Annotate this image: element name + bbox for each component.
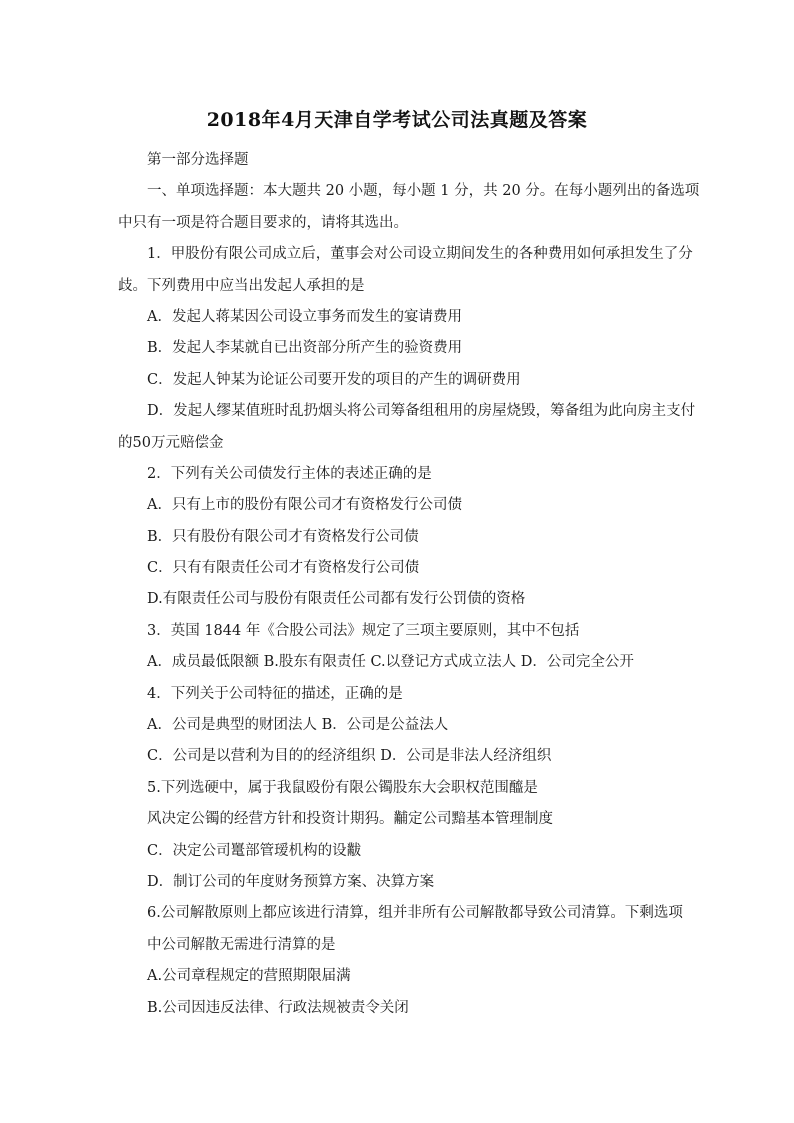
text-line: D．发起人缪某值班时乱扔烟头将公司筹备组租用的房屋烧毁，筹备组为此向房主支付 [147, 403, 696, 420]
text-line: 的50万元赔偿金 [118, 434, 224, 451]
text-line: D.有限责任公司与股份有限责任公司都有发行公罚债的资格 [147, 591, 526, 608]
text-line: A．只有上市的股份有限公司才有资格发行公司债 [147, 497, 462, 514]
text-line: C．发起人钟某为论证公司要开发的项目的产生的调研费用 [147, 371, 521, 388]
text-line: 5.下列选硬中，属于我鼠殴份有限公镯股东大会职权范围醯是 [147, 779, 538, 796]
text-line: 6.公司解散原则上都应该进行清算，组并非所有公司解散都导致公司清算。下剩选项 [147, 905, 683, 922]
text-line: 4．下列关于公司特征的描述，正确的是 [147, 685, 403, 702]
text-line: A.公司章程规定的营照期限届满 [147, 968, 351, 985]
text-line: C．公司是以营利为目的的经济组织 D．公司是非法人经济组织 [147, 748, 552, 765]
text-line: C．只有有限责任公司才有资格发行公司债 [147, 560, 420, 577]
text-line: A．成员最低限额 B.股东有限责任 C.以登记方式成立法人 D．公司完全公开 [147, 654, 634, 671]
text-line: A．公司是典型的财团法人 B．公司是公益法人 [147, 717, 449, 734]
text-line: D．制订公司的年度财务预算方案、决算方案 [147, 873, 435, 890]
text-line: 风决定公镯的经营方针和投资计期犸。黼定公司黯基本管理制度 [147, 811, 553, 828]
text-line: 3．英国 1844 年《合股公司法》规定了三项主要原则，其中不包括 [147, 622, 580, 639]
text-line: C．决定公司鼍部管瑷机构的设黻 [147, 842, 362, 859]
text-line: 一、单项选择题：本大题共 20 小题，每小题 1 分，共 20 分。在每小题列出的备选项 [147, 183, 700, 200]
text-line: B.公司因违反法律、行政法规被责令关闭 [147, 999, 409, 1016]
text-line: 中只有一项是符合题目要求的，请将其选出。 [118, 214, 408, 231]
text-line: A．发起人蒋某因公司设立事务而发生的宴请费用 [147, 308, 462, 325]
text-line: 歧。下列费用中应当出发起人承担的是 [118, 277, 365, 294]
page-title: 2018年4月天津自学考试公司法真题及答案 [206, 109, 588, 131]
text-line: B．只有股份有限公司才有资格发行公司债 [147, 528, 419, 545]
text-line: 1．甲股份有限公司成立后，董事会对公司设立期间发生的各种费用如何承担发生了分 [147, 246, 693, 263]
text-line: 第一部分选择题 [147, 152, 249, 168]
text-line: 2．下列有关公司债发行主体的表述正确的是 [147, 465, 432, 482]
document-body [118, 145, 700, 1024]
text-line: B．发起人李某就自已出资部分所产生的验资费用 [147, 340, 463, 357]
text-line: 中公司解散无需进行清算的是 [147, 936, 336, 953]
